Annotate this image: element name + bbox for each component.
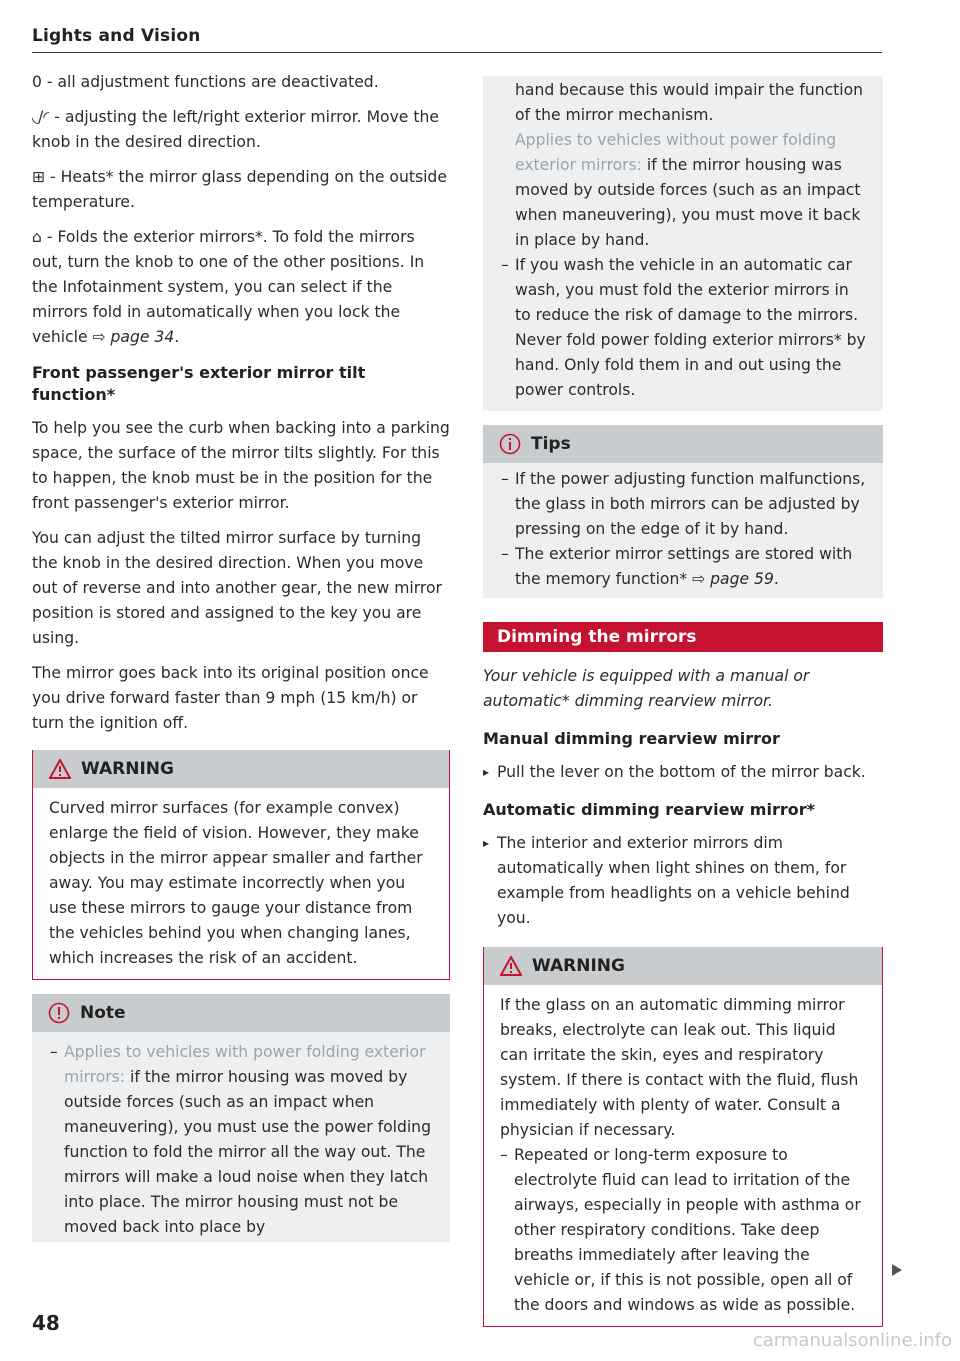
list-item: – If the power adjusting function malfunctions, the glass in both mirrors can be adjusted by pressing on the edge of it by hand. <box>501 467 867 542</box>
paragraph-adjust: ◟/◜ - adjusting the left/right exterior mirror. Move the knob in the desired direction. <box>32 108 439 151</box>
heading-automatic-dimming: Automatic dimming rearview mirror* <box>483 800 815 819</box>
mirror-heat-icon: ⊞ <box>32 168 46 186</box>
warning-header: WARNING <box>33 750 449 788</box>
header-rule <box>32 52 882 53</box>
page-number: 48 <box>32 1311 60 1335</box>
paragraph-original-position: The mirror goes back into its original position once you drive forward faster than 9 mph (15 km/h) or turn the ignition off. <box>32 664 429 732</box>
step-manual: ▸ Pull the lever on the bottom of the mirror back. <box>483 760 883 785</box>
list-item: Applies to vehicles without power folding exterior mirrors: if the mirror housing was moved by outside forces (such as an impact when maneuvering), you must move it back in place by hand. <box>515 131 861 249</box>
warning-triangle-icon <box>500 956 522 976</box>
list-item: – If you wash the vehicle in an automatic car wash, you must fold the exterior mirrors in to reduce the risk of damage to the mirrors. Never fold power folding exterior mirrors* by hand. Only fold them in and out using the power controls. <box>501 253 867 403</box>
heading-tilt-function: Front passenger's exterior mirror tilt function* <box>32 363 366 404</box>
tips-box <box>483 425 883 598</box>
page-reference-link[interactable]: ⇨ page 34 <box>92 328 175 346</box>
paragraph-fold: ⌂ - Folds the exterior mirrors*. To fold the mirrors out, turn the knob to one of the other positions. In the Infotainment system, you can select if the mirrors fold in automatically when you lock the vehicle ⇨ page 34. <box>32 228 425 346</box>
warning-box-curved-mirrors <box>32 750 450 980</box>
warning-header: WARNING <box>484 947 882 985</box>
page-header-title: Lights and Vision <box>32 26 201 46</box>
paragraph-tilt: To help you see the curb when backing into a parking space, the surface of the mirror tilts slightly. For this to happen, the knob must be in the position for the front passenger's exterior mirror. <box>32 419 450 512</box>
warning-box-electrolyte <box>483 947 883 1327</box>
list-item: – The exterior mirror settings are stored with the memory function* ⇨ page 59. <box>501 542 867 592</box>
paragraph-heat: ⊞ - Heats* the mirror glass depending on the outside temperature. <box>32 168 447 211</box>
list-item: hand because this would impair the function of the mirror mechanism. <box>515 81 864 124</box>
info-icon <box>499 433 521 455</box>
list-item: – Applies to vehicles with power folding exterior mirrors: if the mirror housing was moved by outside forces (such as an impact when maneuvering), you must use the power folding function to fold the mirror all the way out. The mirrors will make a loud noise when they latch into place. The mirror housing must not be moved back into place by <box>50 1040 434 1240</box>
note-exclamation-icon <box>48 1002 70 1024</box>
right-column <box>483 76 883 1327</box>
heading-manual-dimming: Manual dimming rearview mirror <box>483 729 780 748</box>
note-box-continued <box>483 76 883 411</box>
page-reference-link[interactable]: ⇨ page 59 <box>692 570 774 588</box>
warning-triangle-icon <box>49 759 71 779</box>
paragraph-deactivated: 0 - all adjustment functions are deactivated. <box>32 73 379 91</box>
note-box <box>32 994 450 1242</box>
warning-text: Curved mirror surfaces (for example convex) enlarge the field of vision. However, they make objects in the mirror appear smaller and farther away. You may estimate incorrectly when you use these mirrors to gauge your distance from the vehicles behind you when changing lanes, which increases the risk of an accident. <box>49 799 423 967</box>
paragraph-tilt-adjust: You can adjust the tilted mirror surface by turning the knob in the desired direction. When you move out of reverse and into another gear, the new mirror position is stored and assigned to the key you are using. <box>32 529 442 647</box>
mirror-fold-icon: ⌂ <box>32 228 42 246</box>
step-automatic: ▸ The interior and exterior mirrors dim automatically when light shines on them, for example from headlights on a vehicle behind you. <box>483 831 883 931</box>
section-title-dimming: Dimming the mirrors <box>483 622 883 652</box>
section-intro: Your vehicle is equipped with a manual or automatic* dimming rearview mirror. <box>483 667 810 710</box>
left-column <box>32 70 450 1242</box>
continue-arrow-icon <box>890 1262 904 1281</box>
mirror-left-right-icon: ◟/◜ <box>32 108 50 126</box>
list-item: – Repeated or long-term exposure to electrolyte fluid can lead to irritation of the airways, especially in people with asthma or other respiratory conditions. Take deep breaths immediately after leaving the vehicle or, if this is not possible, open all of the doors and windows as wide as possible. <box>500 1143 866 1318</box>
watermark: carmanualsonline.info <box>752 1330 952 1351</box>
tips-header: Tips <box>483 425 883 463</box>
warning-text: If the glass on an automatic dimming mirror breaks, electrolyte can leak out. This liquid can irritate the skin, eyes and respiratory system. If there is contact with the fluid, flush immediately with plenty of water. Consult a physician if necessary. <box>500 996 859 1139</box>
note-header: Note <box>32 994 450 1032</box>
